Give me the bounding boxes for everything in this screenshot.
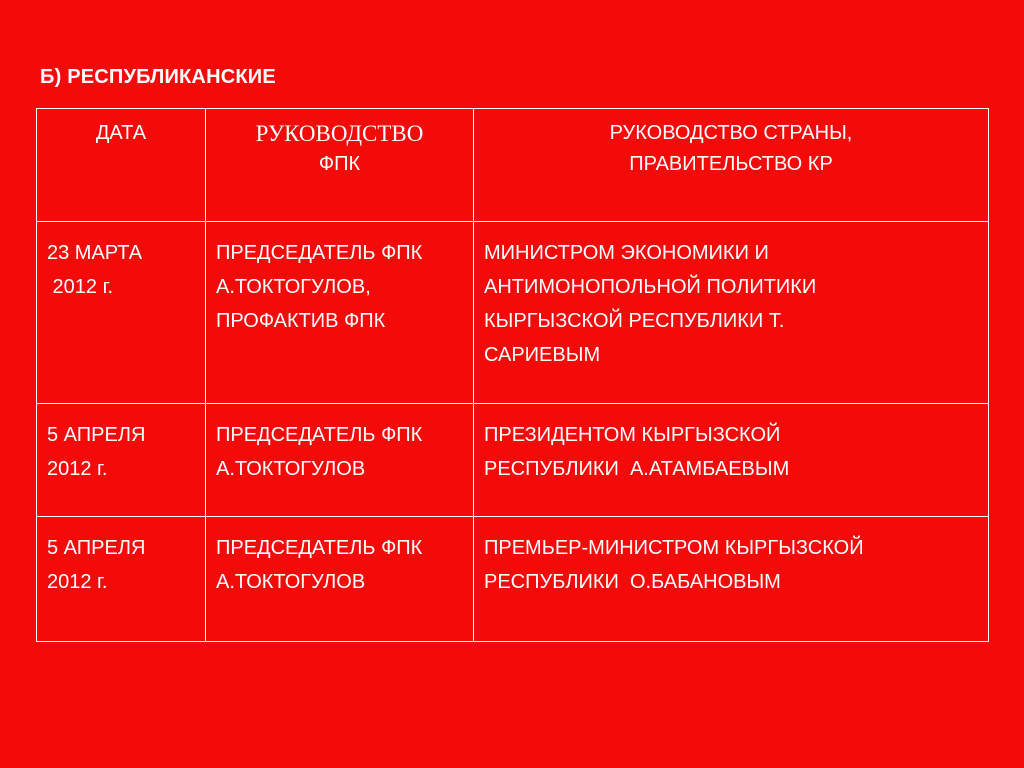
table-row: [37, 222, 989, 404]
gov-line4: САРИЕВЫМ: [484, 344, 601, 366]
header-government-line2: ПРАВИТЕЛЬСТВО КР: [629, 153, 833, 175]
gov-line2: РЕСПУБЛИКИ О.БАБАНОВЫМ: [484, 571, 781, 593]
date-line2: 2012 г.: [47, 276, 114, 298]
header-government: [474, 109, 989, 222]
date-line1: 5 АПРЕЛЯ: [47, 424, 146, 446]
header-date-label: ДАТА: [95, 122, 147, 144]
date-line1: 5 АПРЕЛЯ: [47, 537, 146, 559]
fpk-line2: А.ТОКТОГУЛОВ,: [216, 276, 371, 298]
fpk-line1: ПРЕДСЕДАТЕЛЬ ФПК: [216, 424, 423, 446]
table-row: [37, 404, 989, 517]
cell-government: [474, 404, 989, 517]
header-fpk-line2: ФПК: [318, 153, 361, 175]
slide-title: Б) РЕСПУБЛИКАНСКИЕ: [40, 66, 276, 88]
cell-fpk: [206, 222, 474, 404]
fpk-line2: А.ТОКТОГУЛОВ: [216, 571, 366, 593]
table-row: [37, 517, 989, 642]
header-fpk: [206, 109, 474, 222]
cell-government: [474, 517, 989, 642]
cell-government: [474, 222, 989, 404]
fpk-line1: ПРЕДСЕДАТЕЛЬ ФПК: [216, 242, 423, 264]
date-line2: 2012 г.: [47, 458, 108, 480]
gov-line1: ПРЕЗИДЕНТОМ КЫРГЫЗСКОЙ: [484, 424, 781, 446]
cell-date: [37, 222, 206, 404]
date-line2: 2012 г.: [47, 571, 108, 593]
gov-line1: ПРЕМЬЕР-МИНИСТРОМ КЫРГЫЗСКОЙ: [484, 537, 864, 559]
header-fpk-line1: РУКОВОДСТВО: [255, 121, 424, 146]
events-table: [36, 108, 989, 642]
gov-line3: КЫРГЫЗСКОЙ РЕСПУБЛИКИ Т.: [484, 310, 785, 332]
gov-line2: РЕСПУБЛИКИ А.АТАМБАЕВЫМ: [484, 458, 790, 480]
table-header-row: [37, 109, 989, 222]
date-line1: 23 МАРТА: [47, 242, 143, 264]
header-date: [37, 109, 206, 222]
fpk-line3: ПРОФАКТИВ ФПК: [216, 310, 386, 332]
cell-date: [37, 404, 206, 517]
gov-line2: АНТИМОНОПОЛЬНОЙ ПОЛИТИКИ: [484, 276, 817, 298]
cell-date: [37, 517, 206, 642]
fpk-line1: ПРЕДСЕДАТЕЛЬ ФПК: [216, 537, 423, 559]
gov-line1: МИНИСТРОМ ЭКОНОМИКИ И: [484, 242, 769, 264]
cell-fpk: [206, 404, 474, 517]
fpk-line2: А.ТОКТОГУЛОВ: [216, 458, 366, 480]
cell-fpk: [206, 517, 474, 642]
header-government-line1: РУКОВОДСТВО СТРАНЫ,: [609, 122, 853, 144]
